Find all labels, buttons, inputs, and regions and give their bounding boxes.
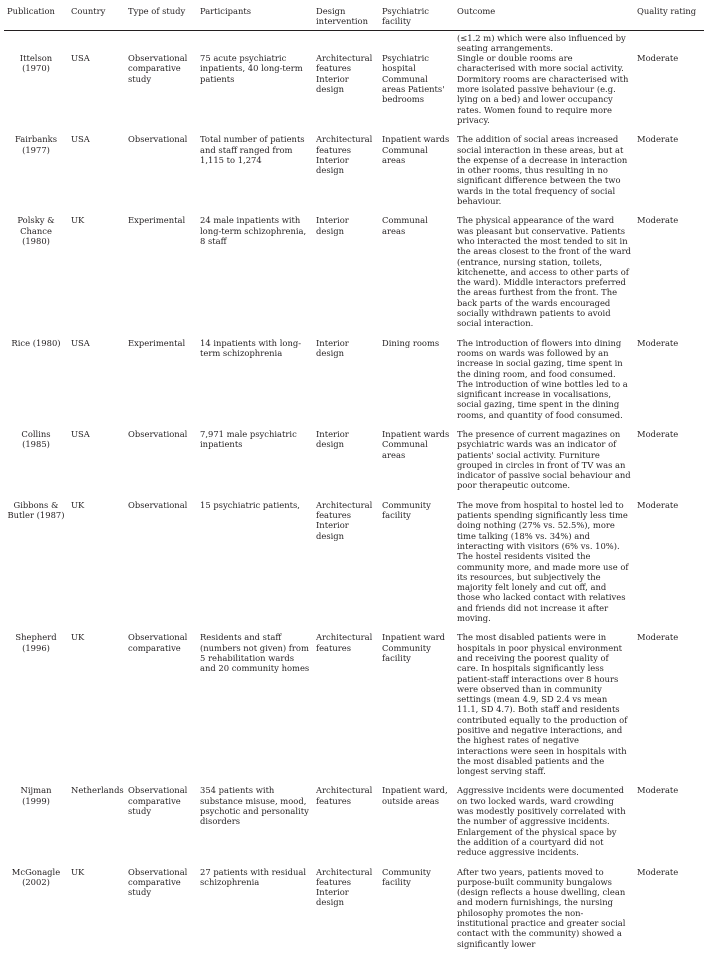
header-participants: Participants: [197, 2, 313, 30]
header-country: Country: [68, 2, 125, 30]
cell-facility: Inpatient ward, outside areas: [382, 785, 448, 806]
cell-country: USA: [71, 134, 90, 145]
cell-publication: Gibbons & Butler (1987): [7, 499, 65, 521]
cell-type: Observational comparative study: [128, 53, 188, 84]
cell-participants: 354 patients with substance misuse, mood, psychotic and personality disorders: [200, 785, 309, 827]
cell-participants: 15 psychiatric patients,: [200, 499, 300, 510]
cell-publication: Shepherd (1996): [15, 632, 57, 653]
cell-publication: Collins (1985): [21, 428, 51, 450]
cell-type: Observational: [128, 428, 188, 439]
cell-quality: Moderate: [637, 215, 679, 226]
cell-outcome: Single or double rooms are characterised with more social activity. Dormitory rooms are characterised with more isolated passive behaviour (e.g. lying on a bed) and lower occupancy rates. Women found to require more privacy.: [457, 53, 629, 125]
cell-publication: Nijman (1999): [20, 785, 52, 806]
header-quality: Quality rating: [634, 2, 704, 30]
cell-type: Observational comparative study: [128, 866, 188, 898]
table-row: [4, 134, 704, 215]
cell-facility: Communal areas: [382, 215, 428, 236]
cell-quality: Moderate: [637, 428, 679, 439]
table-row: [4, 867, 704, 958]
cell-country: UK: [71, 499, 85, 510]
cell-participants: 27 patients with residual schizophrenia: [200, 866, 307, 887]
header-design: Design intervention: [313, 2, 379, 30]
cell-facility: Inpatient ward Community facility: [382, 632, 446, 663]
table-row: [4, 215, 704, 337]
cell-design: Interior design: [316, 215, 349, 236]
cell-participants: 7,971 male psychiatric inpatients: [200, 428, 297, 450]
cell-design: Architectural features: [316, 785, 373, 806]
cell-participants: Residents and staff (numbers not given) from 5 rehabilitation wards and 20 community homes: [200, 632, 310, 674]
table-row: [4, 338, 704, 429]
cell-facility: Community facility: [382, 866, 431, 887]
cell-country: USA: [71, 53, 90, 64]
table-row: [4, 632, 704, 785]
cell-quality: Moderate: [637, 337, 679, 348]
cell-facility: Community facility: [382, 499, 431, 521]
cell-country: UK: [71, 632, 85, 643]
cell-facility: Inpatient wards Communal areas: [382, 428, 450, 460]
table-row: [4, 785, 704, 866]
table-row: [4, 429, 704, 500]
cell-type: Observational: [128, 499, 188, 510]
cell-design: Interior design: [316, 428, 349, 450]
cell-country: UK: [71, 866, 85, 877]
cell-quality: Moderate: [637, 499, 679, 510]
cell-facility: Inpatient wards Communal areas: [382, 134, 450, 165]
cell-participants: 14 inpatients with long-term schizophrenia: [200, 337, 302, 358]
table-row: [4, 500, 704, 633]
studies-table: [4, 2, 704, 958]
cell-design: Architectural features Interior design: [316, 866, 373, 908]
cell-outcome: The most disabled patients were in hospitals in poor physical environment and receiving the poorest quality of care. In hospitals significantly less patient-staff interactions over 8 hours were observed than in community settings (mean 4.9, SD 2.4 vs mean 11.1, SD 4.7). Both staff and residents contributed equally to the production of positive and negative interactions, and the highest rates of negative interactions were seen in hospitals with the most disabled patients and the longest serving staff.: [457, 632, 628, 777]
table-row: [4, 53, 704, 134]
cell-outcome: The physical appearance of the ward was pleasant but conservative. Patients who interacted the most tended to sit in the areas closest to the front of the ward (entrance, nursing station, toilets, kitchenette, and access to other parts of the ward). Middle interactors preferred the areas furthest from the front. The back parts of the wards encouraged socially withdrawn patients to avoid social interaction.: [457, 215, 631, 329]
cell-country: USA: [71, 337, 90, 348]
cell-country: UK: [71, 215, 85, 226]
cell-country: Netherlands: [71, 785, 124, 796]
cell-design: Architectural features Interior design: [316, 134, 373, 176]
cell-outcome: The presence of current magazines on psychiatric wards was an indicator of patients' social activity. Furniture grouped in circles in front of TV was an indicator of passive social behaviour and poor therapeutic outcome.: [457, 428, 631, 491]
cell-quality: Moderate: [637, 866, 679, 877]
header-outcome: Outcome: [454, 2, 634, 30]
cell-participants: Total number of patients and staff ranged from 1,115 to 1,274: [200, 134, 305, 165]
header-type: Type of study: [125, 2, 197, 30]
cell-type: Observational: [128, 134, 188, 145]
cell-outcome: The move from hospital to hostel led to patients spending significantly less time doing nothing (27% vs. 52.5%), more time talking (18% vs. 34%) and interacting with visitors (6% vs. 10%). The hostel residents visited the community more, and made more use of its resources, but subjectively the majority felt lonely and cut off, and those who lacked contact with relatives and friends did not increase it after moving.: [457, 499, 629, 624]
cell-design: Architectural features Interior design: [316, 499, 373, 541]
cell-quality: Moderate: [637, 632, 679, 643]
cell-publication: McGonagle (2002): [11, 866, 61, 887]
carryover-row: [4, 30, 704, 53]
cell-facility: Dining rooms: [382, 337, 440, 348]
cell-design: Architectural features: [316, 632, 373, 653]
cell-type: Observational comparative: [128, 632, 188, 653]
cell-quality: Moderate: [637, 785, 679, 796]
carryover-text: (≤1.2 m) which were also influenced by seating arrangements.: [457, 32, 626, 53]
cell-publication: Fairbanks (1977): [14, 134, 58, 155]
cell-publication: Ittelson (1970): [19, 53, 53, 74]
cell-outcome: The introduction of flowers into dining rooms on wards was followed by an increase in social gazing, time spent in the dining room, and food consumed. The introduction of wine bottles led to a significant increase in vocalisations, social gazing, time spent in the dining rooms, and quantity of food consumed.: [457, 337, 628, 420]
cell-facility: Psychiatric hospital Communal areas Patients' bedrooms: [382, 53, 445, 105]
cell-outcome: After two years, patients moved to purpose-built community bungalows (design reflects a house dwelling, clean and modern furnishings, the nursing philosophy promotes the non-institutional practice and greater social contact with the community) showed a significantly lower: [457, 866, 626, 949]
cell-quality: Moderate: [637, 134, 679, 145]
cell-design: Interior design: [316, 337, 349, 358]
cell-outcome: Aggressive incidents were documented on two locked wards, ward crowding was modestly positively correlated with the number of aggressive incidents. Enlargement of the physical space by the addition of a courtyard did not reduce aggressive incidents.: [457, 785, 626, 858]
cell-publication: Rice (1980): [11, 337, 61, 348]
header-publication: Publication: [4, 2, 68, 30]
cell-participants: 24 male inpatients with long-term schizophrenia, 8 staff: [200, 215, 307, 246]
cell-type: Experimental: [128, 337, 186, 348]
cell-type: Experimental: [128, 215, 186, 226]
cell-quality: Moderate: [637, 53, 679, 64]
cell-country: USA: [71, 428, 90, 439]
cell-participants: 75 acute psychiatric inpatients, 40 long-term patients: [200, 53, 303, 84]
cell-design: Architectural features Interior design: [316, 53, 373, 95]
cell-type: Observational comparative study: [128, 785, 188, 817]
cell-outcome: The addition of social areas increased social interaction in these areas, but at the expense of a decrease in interaction in other rooms, thus resulting in no significant difference between the two wards in the total frequency of social behaviour.: [457, 134, 628, 207]
cell-publication: Polsky & Chance (1980): [17, 215, 55, 246]
header-facility: Psychiatric facility: [379, 2, 454, 30]
table-header-row: [4, 2, 704, 30]
